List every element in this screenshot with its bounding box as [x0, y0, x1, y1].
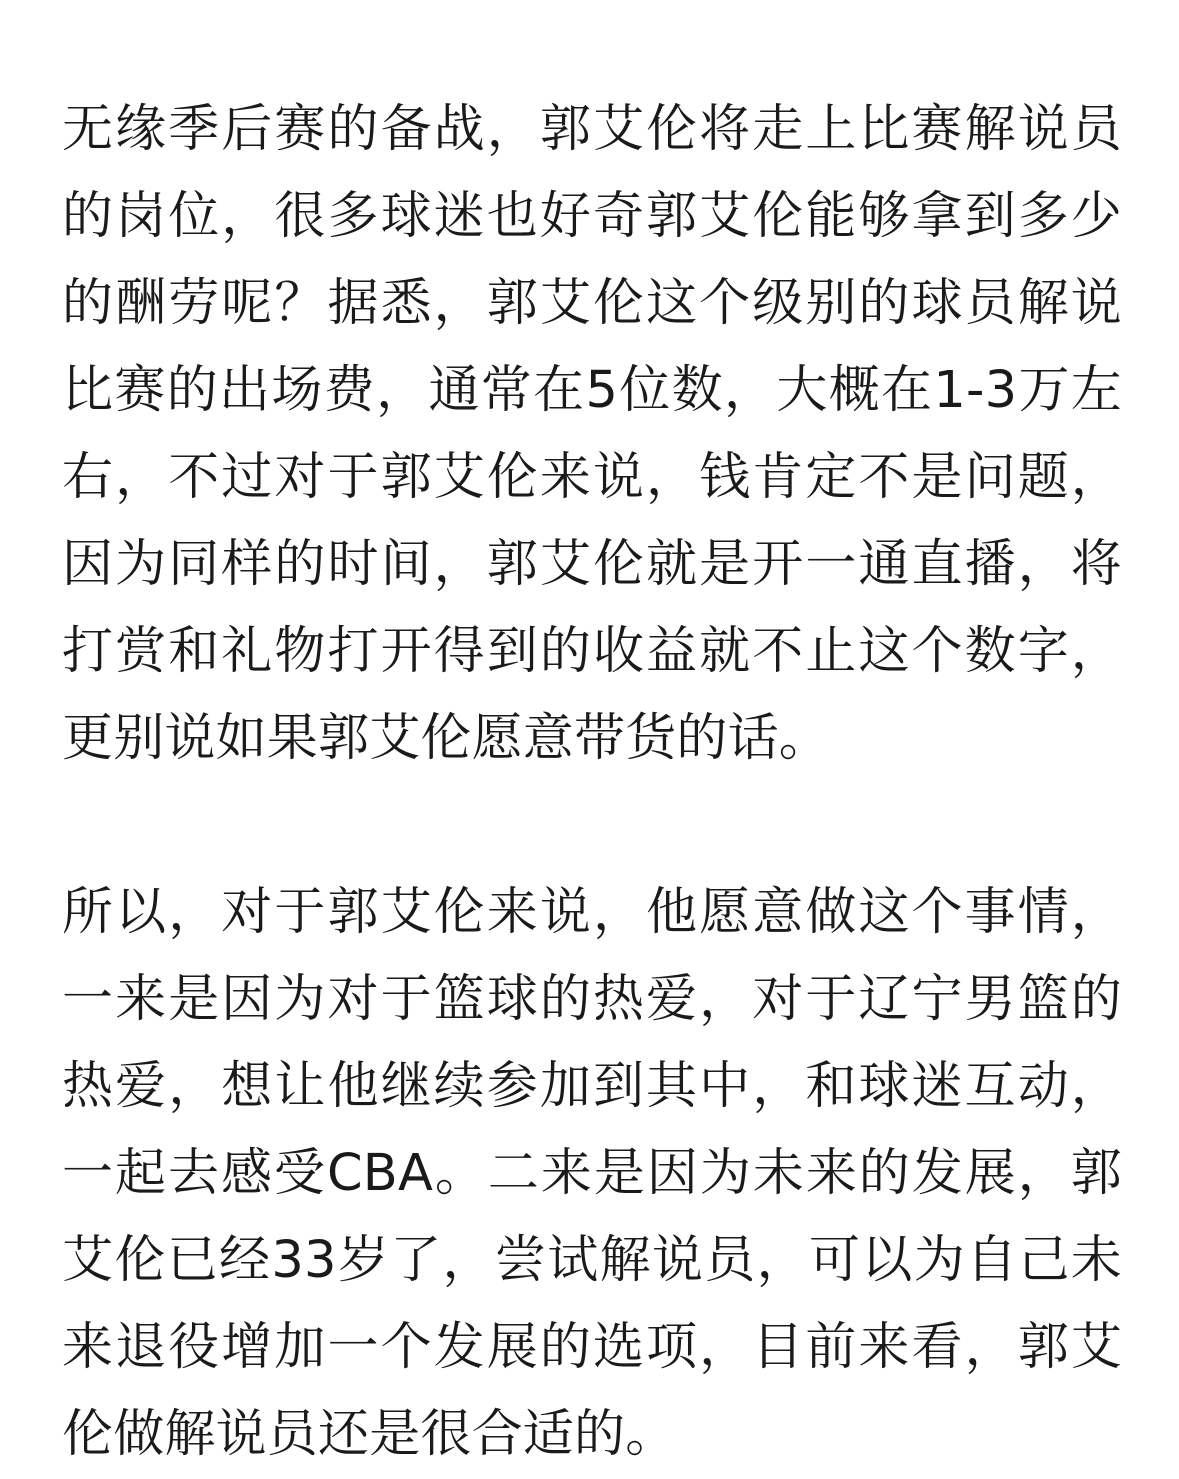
article-paragraph-2: 所以，对于郭艾伦来说，他愿意做这个事情，一来是因为对于篮球的热爱，对于辽宁男篮的热爱，想让他继续参加到其中，和球迷互动，一起去感受CBA。二来是因为未来的发展，郭艾伦已经33岁了，尝试解说员，可以为自己未来退役增加一个发展的选项，目前来看，郭艾伦做解说员还是很合适的。 — [62, 883, 1122, 1464]
article-body — [62, 86, 1122, 1478]
article-paragraph-1: 无缘季后赛的备战，郭艾伦将走上比赛解说员的岗位，很多球迷也好奇郭艾伦能够拿到多少的酬劳呢？据悉，郭艾伦这个级别的球员解说比赛的出场费，通常在5位数，大概在1-3万左右，不过对于郭艾伦来说，钱肯定不是问题，因为同样的时间，郭艾伦就是开一通直播，将打赏和礼物打开得到的收益就不止这个数字，更别说如果郭艾伦愿意带货的话。 — [62, 100, 1122, 768]
